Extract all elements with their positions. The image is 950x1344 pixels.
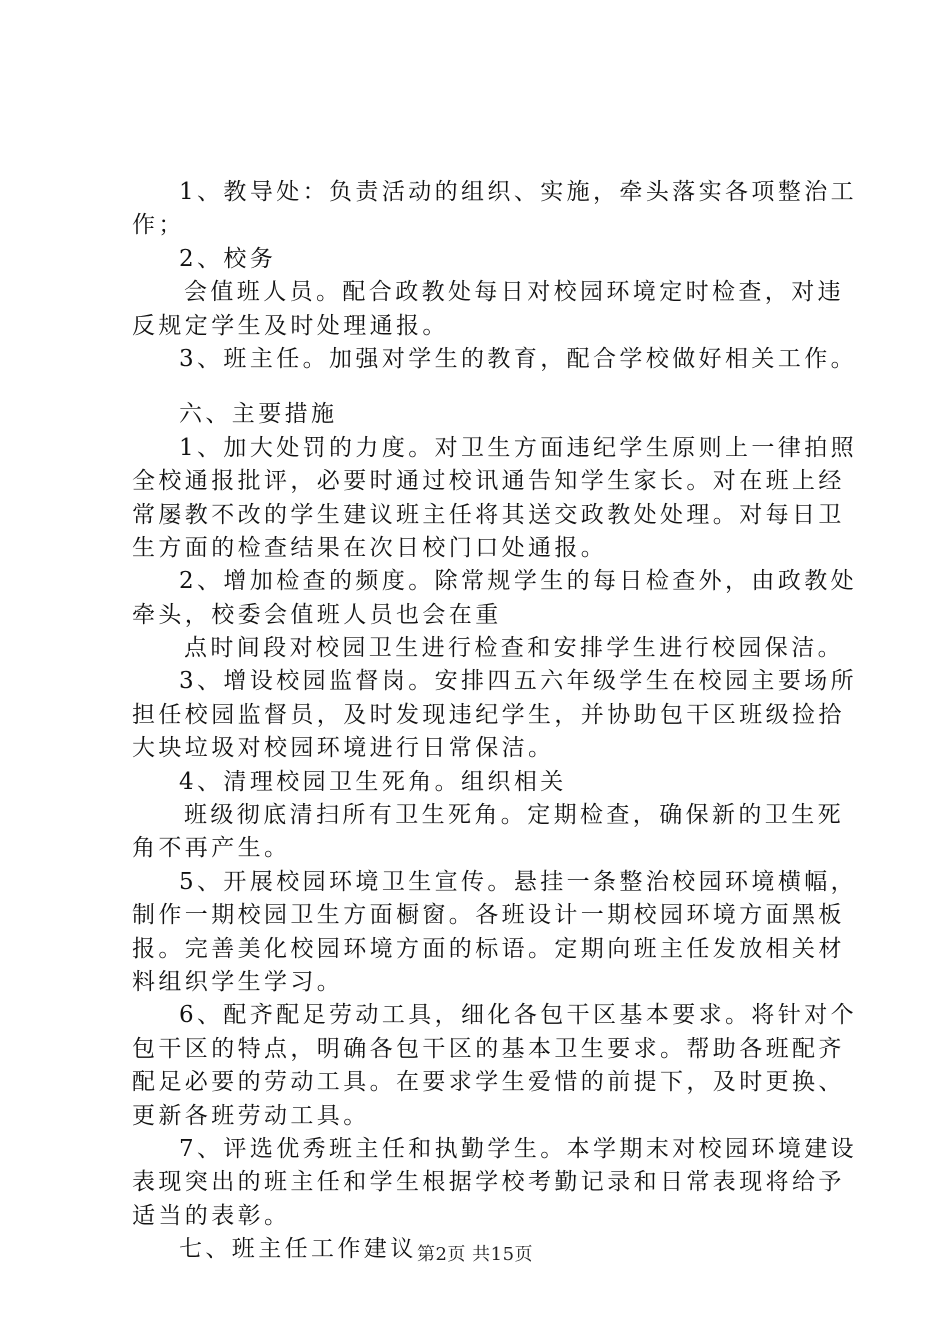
page-number-label: 第2页 共15页	[416, 1244, 534, 1265]
paragraph-line: 会值班人员。配合政教处每日对校园环境定时检查，对违	[184, 279, 844, 306]
paragraph-line: 班级彻底清扫所有卫生死角。定期检查，确保新的卫生死	[184, 802, 844, 829]
paragraph-line: 3、增设校园监督岗。安排四五六年级学生在校园主要场所	[179, 668, 858, 695]
paragraph-line: 料组织学生学习。	[132, 968, 344, 995]
paragraph-line: 报。完善美化校园环境方面的标语。定期向班主任发放相关材	[132, 935, 845, 962]
paragraph-line: 2、校务	[179, 245, 277, 272]
paragraph-line: 角不再产生。	[132, 835, 291, 862]
paragraph-line: 担任校园监督员，及时发现违纪学生，并协助包干区班级捡拾	[132, 701, 845, 728]
paragraph-line: 2、增加检查的频度。除常规学生的每日检查外，由政教处	[179, 568, 858, 595]
paragraph-line: 6、配齐配足劳动工具，细化各包干区基本要求。将针对个	[179, 1002, 858, 1029]
page-footer	[0, 1243, 950, 1267]
paragraph-line: 大块垃圾对校园环境进行日常保洁。	[132, 735, 555, 762]
section-heading: 六、主要措施	[179, 401, 338, 428]
paragraph-line: 1、教导处：负责活动的组织、实施，牵头落实各项整治工	[179, 179, 858, 205]
paragraph-line: 生方面的检查结果在次日校门口处通报。	[132, 534, 608, 561]
paragraph-line: 反规定学生及时处理通报。	[132, 312, 449, 339]
paragraph-line: 7、评选优秀班主任和执勤学生。本学期末对校园环境建设	[179, 1135, 858, 1162]
paragraph-line: 表现突出的班主任和学生根据学校考勤记录和日常表现将给予	[132, 1169, 845, 1196]
document-body	[132, 176, 858, 1267]
paragraph-line: 制作一期校园卫生方面橱窗。各班设计一期校园环境方面黑板	[132, 902, 845, 929]
paragraph-line: 牵头，校委会值班人员也会在重	[132, 601, 502, 628]
paragraph-line: 常屡教不改的学生建议班主任将其送交政教处处理。对每日卫	[132, 501, 845, 528]
paragraph-line: 4、清理校园卫生死角。组织相关	[179, 768, 567, 795]
paragraph-line: 配足必要的劳动工具。在要求学生爱惜的前提下，及时更换、	[132, 1069, 845, 1096]
paragraph-line: 5、开展校园环境卫生宣传。悬挂一条整治校园环境横幅，	[179, 868, 858, 895]
paragraph-line: 点时间段对校园卫生进行检查和安排学生进行校园保洁。	[184, 635, 844, 662]
paragraph-line: 全校通报批评，必要时通过校讯通告知学生家长。对在班上经	[132, 468, 845, 495]
paragraph-line: 作；	[132, 212, 185, 239]
paragraph-line: 更新各班劳动工具。	[132, 1102, 370, 1129]
paragraph-line: 包干区的特点，明确各包干区的基本卫生要求。帮助各班配齐	[132, 1035, 845, 1062]
section-heading: 七、班主任工作建议	[179, 1236, 417, 1263]
paragraph-line: 1、加大处罚的力度。对卫生方面违纪学生原则上一律拍照	[179, 434, 858, 461]
paragraph-gap	[132, 376, 832, 398]
paragraph-line: 适当的表彰。	[132, 1202, 291, 1229]
paragraph-line: 3、班主任。加强对学生的教育，配合学校做好相关工作。	[179, 345, 858, 372]
